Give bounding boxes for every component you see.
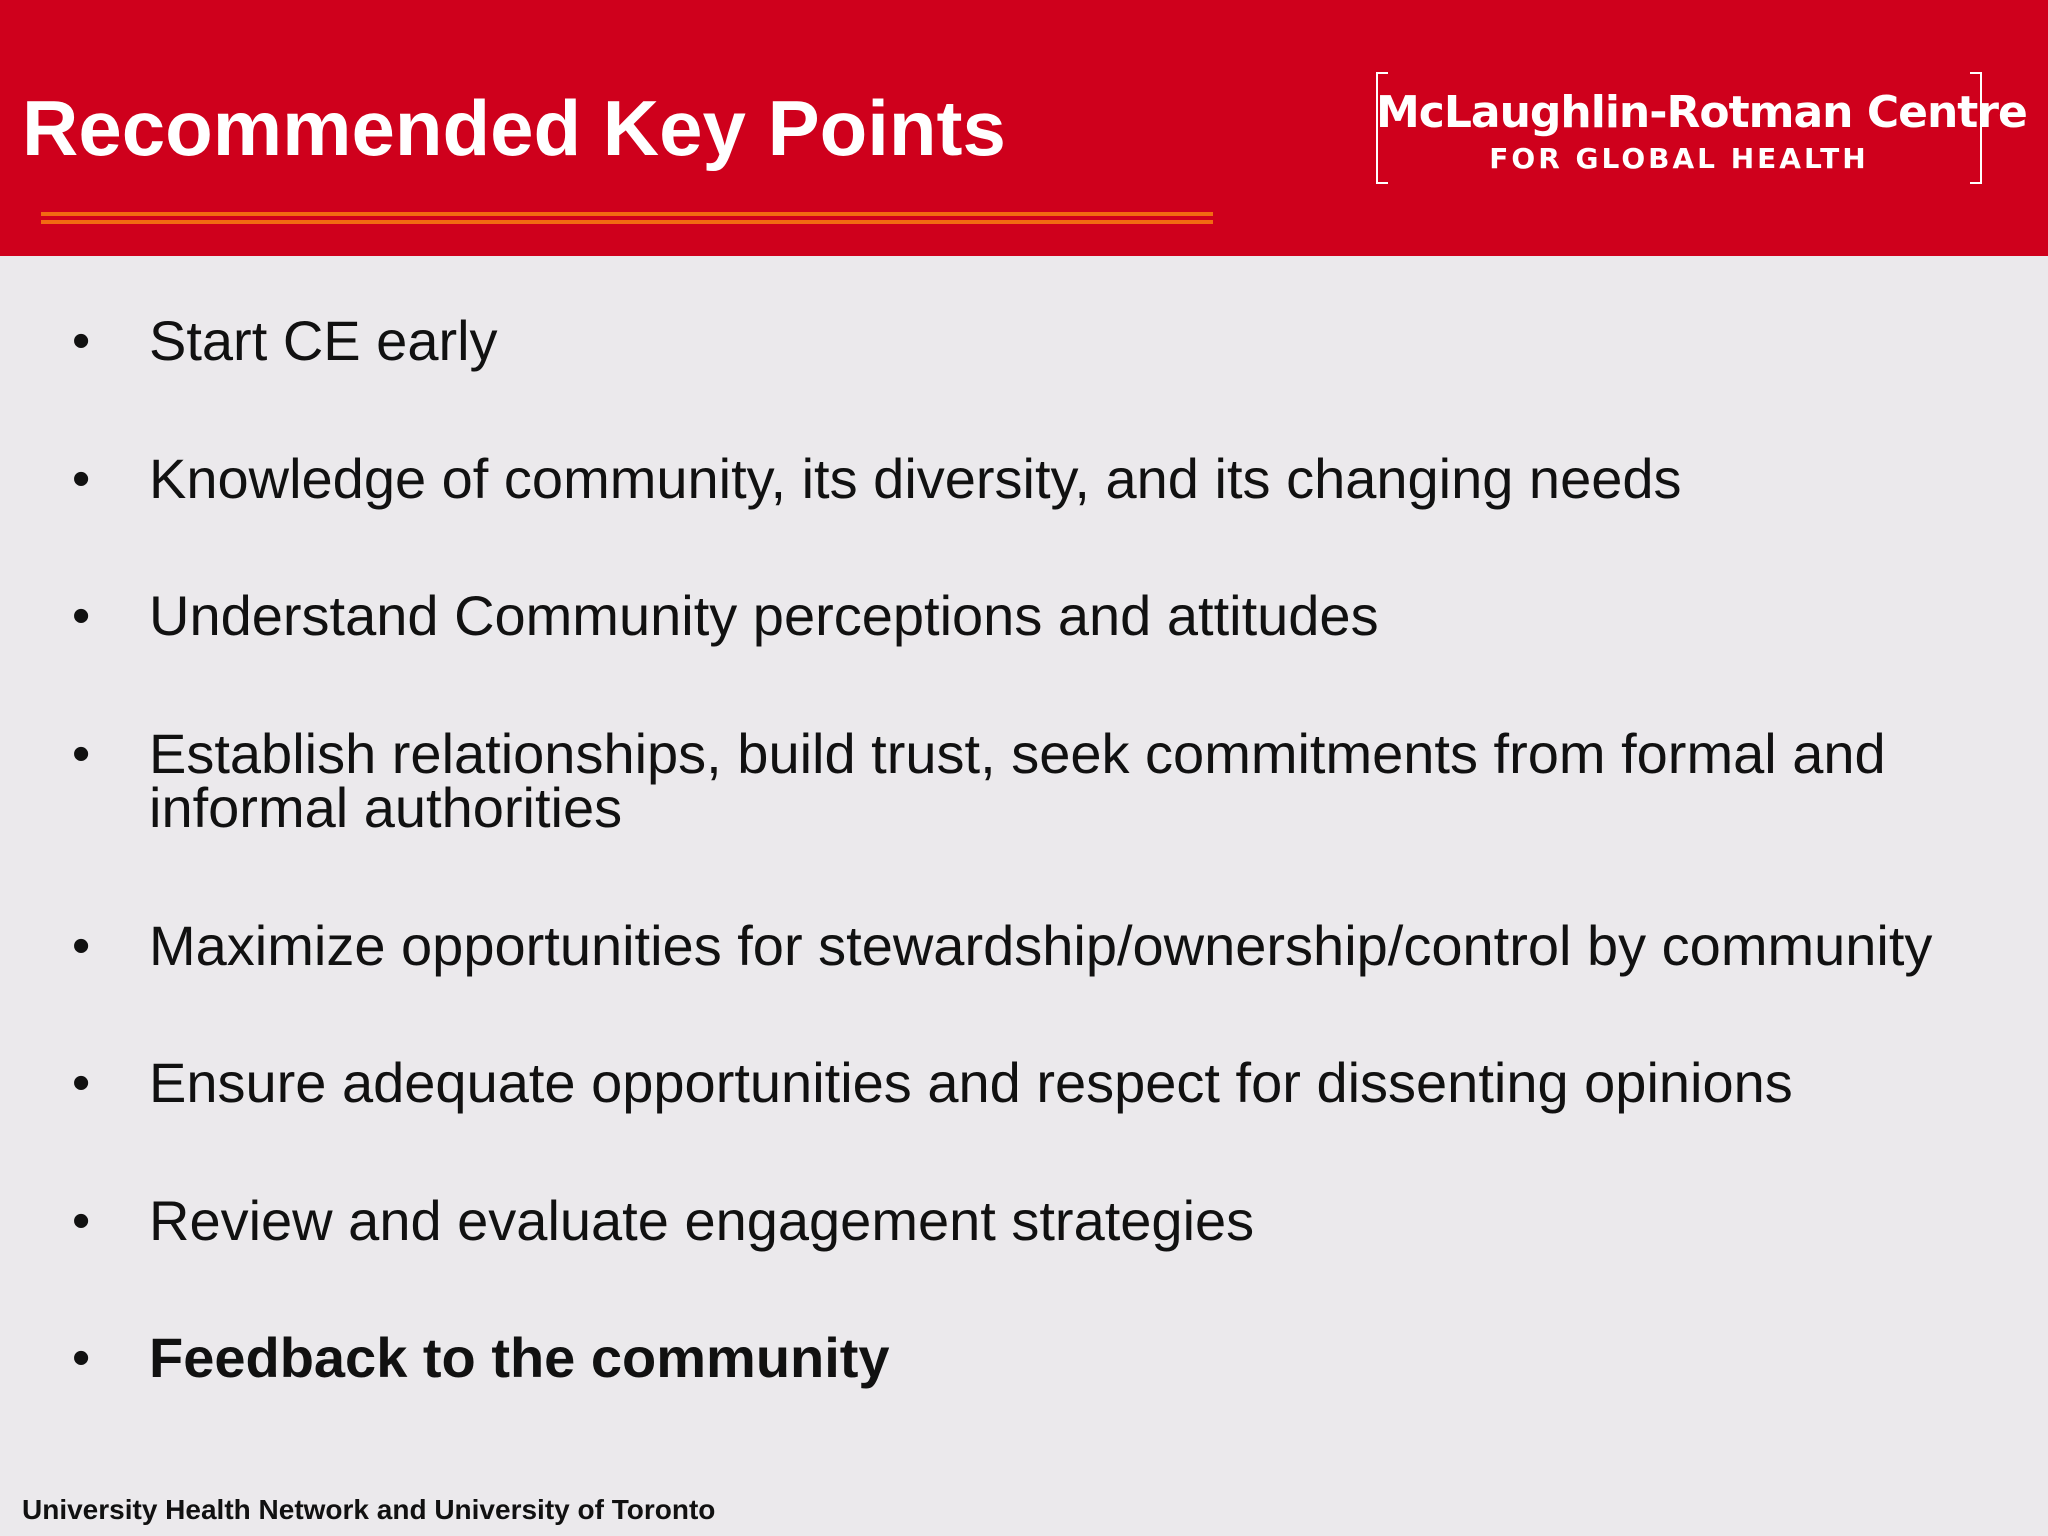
key-point-text: Feedback to the community bbox=[149, 1326, 890, 1389]
logo-name: McLaughlin-Rotman Centre bbox=[1376, 87, 2027, 138]
bullet-icon: • bbox=[72, 312, 91, 370]
bullet-icon: • bbox=[72, 917, 91, 975]
key-point-text: Start CE early bbox=[149, 309, 498, 372]
slide-footer: University Health Network and University of Toronto bbox=[22, 1494, 716, 1525]
title-underline-bottom bbox=[41, 220, 1213, 224]
key-point-text: Knowledge of community, its diversity, and its changing needs bbox=[149, 447, 1682, 510]
key-point-text: Ensure adequate opportunities and respect for dissenting opinions bbox=[149, 1051, 1793, 1114]
bullet-icon: • bbox=[72, 587, 91, 645]
logo-right-bracket bbox=[1970, 72, 1982, 184]
key-point-text: Understand Community perceptions and attitudes bbox=[149, 584, 1379, 647]
key-point-text: Review and evaluate engagement strategies bbox=[149, 1189, 1255, 1252]
bullet-icon: • bbox=[72, 1054, 91, 1112]
key-point-text: Establish relationships, build trust, seek commitments from formal and informal authorities bbox=[149, 722, 1886, 839]
bullet-icon: • bbox=[72, 450, 91, 508]
slide-title: Recommended Key Points bbox=[22, 84, 1006, 172]
logo-subtitle: FOR GLOBAL HEALTH bbox=[1489, 142, 1869, 175]
mclaughlin-rotman-logo bbox=[1376, 72, 2027, 182]
slide-header bbox=[0, 0, 2048, 256]
bullet-icon: • bbox=[72, 1329, 91, 1387]
bullet-icon: • bbox=[72, 725, 91, 783]
bullet-icon: • bbox=[72, 1192, 91, 1250]
key-point-text: Maximize opportunities for stewardship/ownership/control by community bbox=[149, 914, 1933, 977]
title-underline-top bbox=[41, 212, 1213, 216]
